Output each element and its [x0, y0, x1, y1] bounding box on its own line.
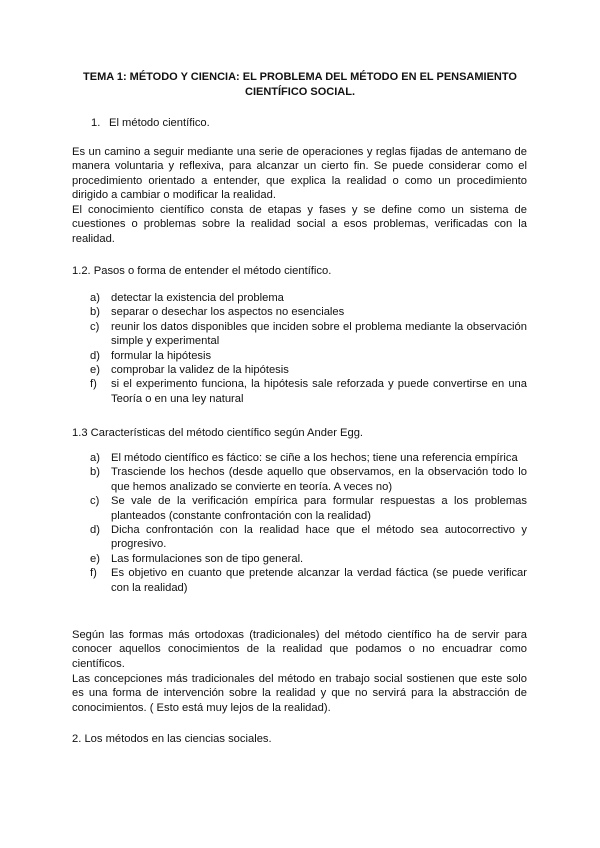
list-text: Se vale de la verificación empírica para formular respuestas a los problemas planteados (constante confrontación con la realidad)	[111, 495, 527, 522]
section-1-number: 1.	[91, 117, 101, 129]
list-text: El método científico es fáctico: se ciñe a los hechos; tiene una referencia empírica	[111, 452, 518, 464]
list-marker: f)	[90, 378, 97, 391]
closing-paragraph-2: Las concepciones más tradicionales del método en trabajo social sostienen que este solo es una forma de intervención sobre la realidad y que no servirá para la abstracción de conocimientos. ( Esto está muy lejos de la realidad).	[72, 673, 527, 714]
list-item	[90, 305, 527, 319]
list-item	[90, 451, 527, 465]
list-item	[90, 465, 527, 494]
list-marker: b)	[90, 466, 100, 479]
list-text: reunir los datos disponibles que inciden sobre el problema mediante la observación simple y experimental	[111, 320, 527, 348]
characteristics-list	[90, 451, 527, 595]
list-text: Dicha confrontación con la realidad hace que el método sea autocorrectivo y progresivo.	[111, 524, 527, 551]
list-item	[90, 349, 527, 363]
list-item	[90, 494, 527, 523]
list-marker: e)	[90, 364, 100, 377]
list-text: Las formulaciones son de tipo general.	[111, 552, 304, 565]
list-text: formular la hipótesis	[111, 349, 212, 362]
list-marker: e)	[90, 552, 100, 565]
list-item	[90, 291, 527, 305]
document-title: TEMA 1: MÉTODO Y CIENCIA: EL PROBLEMA DEL MÉTODO EN EL PENSAMIENTO CIENTÍFICO SOCIAL.	[83, 71, 517, 98]
list-item	[90, 320, 527, 349]
section-1-paragraph-2: El conocimiento científico consta de etapas y fases y se define como un sistema de cuestiones o problemas sobre la realidad social a esos problemas, verificadas con la realidad.	[72, 204, 527, 245]
list-text: detectar la existencia del problema	[111, 292, 284, 304]
list-marker: c)	[90, 495, 100, 508]
list-text: separar o desechar los aspectos no esenciales	[111, 306, 345, 319]
list-item	[90, 566, 527, 595]
section-1-heading	[91, 116, 210, 130]
list-marker: b)	[90, 306, 100, 319]
list-item	[90, 377, 527, 406]
section-1-paragraph-1: Es un camino a seguir mediante una serie de operaciones y reglas fijadas de antemano de manera voluntaria y reflexiva, para alcanzar un cierto fin. Se puede considerar como el procedimiento orientado a entender, que explica la realidad o como un procedimiento dirigido a cambiar o modificar la realidad.	[72, 146, 527, 202]
closing-paragraph-1: Según las formas más ortodoxas (tradicionales) del método científico ha de servir para conocer aquellos conocimientos de la realidad que podamos o no encuadrar como científicos.	[72, 629, 527, 670]
list-marker: d)	[90, 349, 100, 362]
list-marker: c)	[90, 320, 100, 333]
list-marker: d)	[90, 524, 100, 537]
section-1-2-heading: 1.2. Pasos o forma de entender el método científico.	[72, 265, 332, 277]
list-text: comprobar la validez de la hipótesis	[111, 364, 289, 377]
list-marker: a)	[90, 292, 100, 304]
list-item	[90, 552, 527, 566]
list-item	[90, 363, 527, 377]
steps-list	[90, 291, 527, 406]
list-item	[90, 523, 527, 552]
list-text: Es objetivo en cuanto que pretende alcanzar la verdad fáctica (se puede verificar con la realidad)	[111, 567, 527, 594]
section-2-heading: 2. Los métodos en las ciencias sociales.	[72, 733, 272, 745]
list-marker: f)	[90, 567, 97, 580]
section-1-heading-text: El método científico.	[109, 117, 210, 129]
list-text: Trasciende los hechos (desde aquello que observamos, en la observación todo lo que hemos analizado se convierte en teoría. A veces no)	[111, 466, 527, 493]
section-1-3-heading: 1.3 Características del método científico según Ander Egg.	[72, 427, 364, 439]
list-text: si el experimento funciona, la hipótesis sale reforzada y puede convertirse en una Teoría o en una ley natural	[111, 378, 527, 405]
list-marker: a)	[90, 452, 100, 464]
